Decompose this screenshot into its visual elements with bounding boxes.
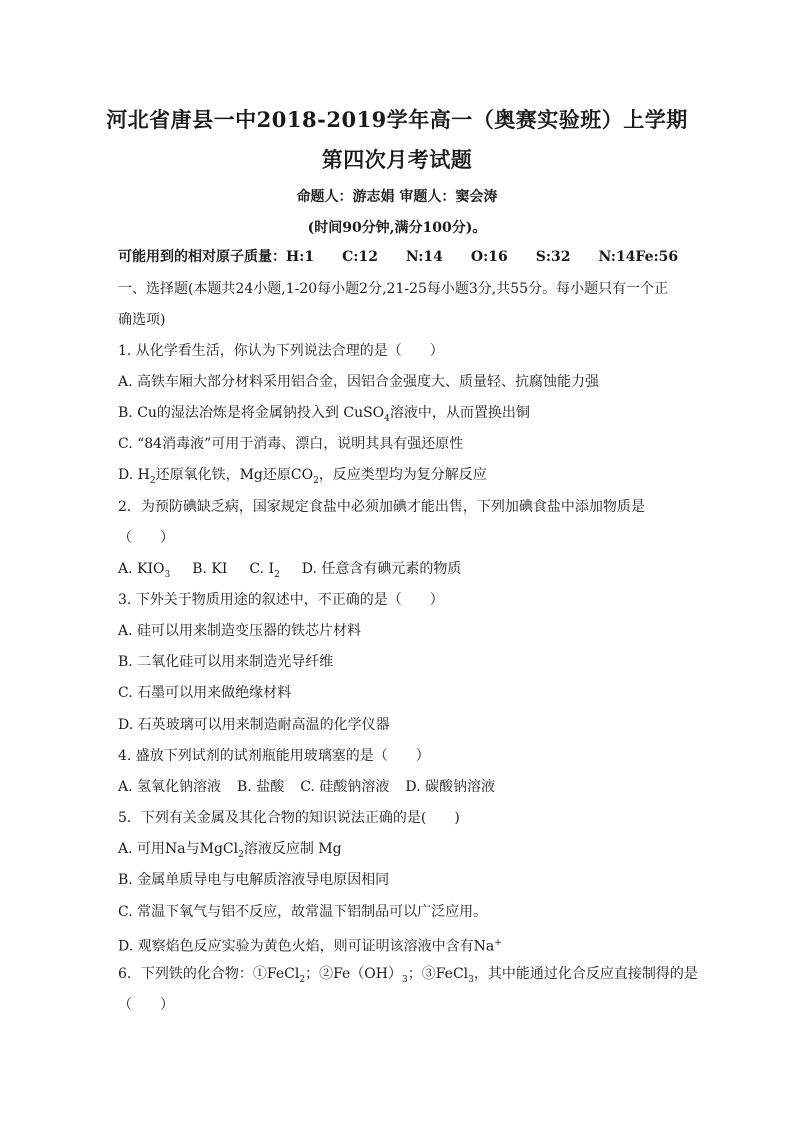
q2-options <box>118 559 678 585</box>
q1-option-c: C. “84消毒液”可用于消毒、漂白，说明其具有强还原性 <box>118 436 464 452</box>
q3-stem: 3. 下外关于物质用途的叙述中，不正确的是（ ） <box>118 592 444 608</box>
q6-stem-text1: 6．下列铁的化合物：①FeCl <box>118 966 300 982</box>
q5-option-d-sup: + <box>494 938 502 948</box>
q1-option-b-text2: 溶液中，从而置换出铜 <box>389 405 530 421</box>
q5-option-a-sub: 2 <box>238 849 244 860</box>
q5-option-a-text1: A. 可用Na与MgCl <box>118 841 239 857</box>
q1-option-d <box>118 465 678 491</box>
exam-time-note: (时间90分钟,满分100分)。 <box>307 220 487 236</box>
q2-option-c-text: C. I <box>249 561 275 577</box>
q4-option-d: D. 碳酸钠溶液 <box>405 779 495 795</box>
q2-option-b: B. KI <box>192 561 228 577</box>
q6-stem-line1 <box>118 964 698 990</box>
q2-option-a-sub: 3 <box>164 569 171 580</box>
q3-option-a: A. 硅可以用来制造变压器的铁芯片材料 <box>118 623 362 639</box>
q5-option-b: B. 金属单质导电与电解质溶液导电原因相同 <box>118 872 390 888</box>
exam-title-line2: 第四次月考试题 <box>321 147 473 172</box>
q5-option-d <box>118 933 678 957</box>
q4-option-a: A. 氢氧化钠溶液 <box>118 779 222 795</box>
q6-stem-sub3: 3 <box>468 974 474 985</box>
q1-option-b-text1: B. Cu的湿法冶炼是将金属钠投入到 CuSO <box>118 405 385 421</box>
q1-option-b-sub: 4 <box>384 413 390 424</box>
exam-title-line1: 河北省唐县一中2018-2019学年高一（奥赛实验班）上学期 <box>106 107 688 132</box>
q2-option-c <box>249 561 280 580</box>
section-heading-line2: 确选项) <box>118 312 166 328</box>
atomic-mass-line: 可能用到的相对原子质量：H:1 C:12 N:14 O:16 S:32 N:14Fe:56 <box>118 249 679 265</box>
q2-option-c-sub: 2 <box>274 569 280 580</box>
q5-stem: 5．下列有关金属及其化合物的知识说法正确的是( ) <box>118 810 460 826</box>
q1-option-d-text2: 还原氧化铁，Mg还原CO <box>155 467 314 483</box>
q1-option-d-sub2: 2 <box>313 475 319 486</box>
q1-option-b <box>118 403 678 429</box>
q4-stem: 4. 盛放下列试剂的试剂瓶能用玻璃塞的是（ ） <box>118 748 430 764</box>
q6-stem-text4: ，其中能通过化合反应直接制得的是 <box>473 966 698 982</box>
q4-option-c: C. 硅酸钠溶液 <box>300 779 390 795</box>
q1-stem: 1. 从化学看生活，你认为下列说法合理的是（ ） <box>118 343 444 359</box>
q6-stem-text2: ；②Fe（OH） <box>305 966 402 982</box>
q6-stem-text3: ；③FeCl <box>407 966 469 982</box>
q6-stem-sub2: 3 <box>402 974 408 985</box>
q1-option-d-sub1: 2 <box>149 475 156 486</box>
q2-option-a <box>118 561 171 580</box>
q1-option-d-text3: ，反应类型均为复分解反应 <box>318 467 487 483</box>
q2-option-a-text: A. KIO <box>118 561 165 577</box>
q5-option-a <box>118 839 678 865</box>
q2-option-d: D. 任意含有碘元素的物质 <box>301 561 462 577</box>
q3-option-c: C. 石墨可以用来做绝缘材料 <box>118 685 292 701</box>
q6-stem-line2: （ ） <box>118 997 174 1013</box>
q3-option-d: D. 石英玻璃可以用来制造耐高温的化学仪器 <box>118 717 390 733</box>
q6-stem-sub1: 2 <box>299 974 306 985</box>
q5-option-a-text2: 溶液反应制 Mg <box>243 841 342 857</box>
exam-authors: 命题人：游志娟 审题人：窦会涛 <box>296 189 498 205</box>
q5-option-d-text: D. 观察焰色反应实验为黄色火焰，则可证明该溶液中含有Na <box>118 938 495 955</box>
q3-option-b: B. 二氧化硅可以用来制造光导纤维 <box>118 654 334 670</box>
q1-option-a: A. 高铁车厢大部分材料采用铝合金，因铝合金强度大、质量轻、抗腐蚀能力强 <box>118 374 600 390</box>
q1-option-d-text1: D. H <box>118 467 150 483</box>
section-heading-line1: 一、选择题(本题共24小题,1-20每小题2分,21-25每小题3分,共55分。每小题只有一个正 <box>118 281 669 297</box>
q2-stem-line2: （ ） <box>118 530 174 546</box>
q4-option-b: B. 盐酸 <box>237 779 285 795</box>
q4-options <box>118 777 678 797</box>
q2-stem-line1: 2．为预防碘缺乏病，国家规定食盐中必须加碘才能出售，下列加碘食盐中添加物质是 <box>118 499 645 515</box>
q5-option-c: C. 常温下氧气与铝不反应，故常温下铝制品可以广泛应用。 <box>118 904 488 920</box>
